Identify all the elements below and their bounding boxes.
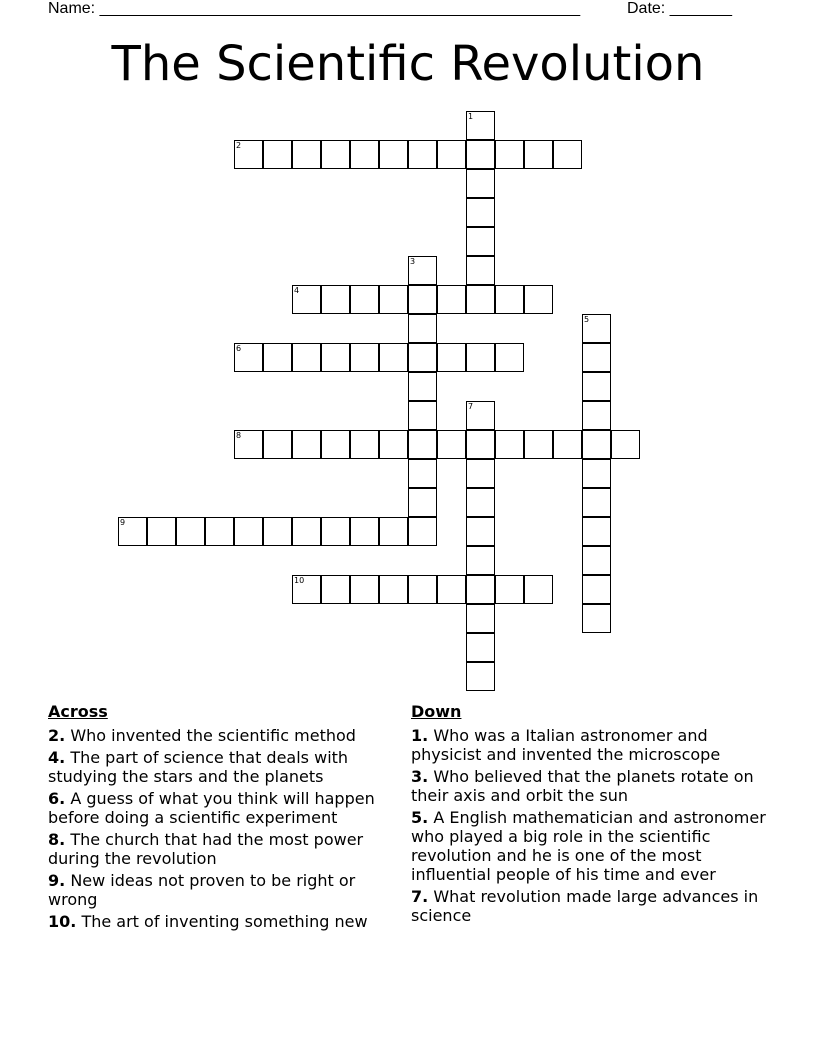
grid-cell[interactable] — [611, 430, 640, 459]
across-clues — [48, 702, 398, 934]
grid-cell[interactable] — [234, 517, 263, 546]
clue-text: What revolution made large advances in science — [411, 887, 759, 925]
grid-cell[interactable] — [292, 517, 321, 546]
cell-number: 4 — [294, 286, 300, 295]
clue-number: 3. — [411, 767, 429, 786]
grid-cell[interactable] — [466, 430, 495, 459]
grid-cell[interactable] — [408, 343, 437, 372]
grid-cell[interactable] — [408, 256, 437, 285]
grid-cell[interactable] — [466, 575, 495, 604]
clue-number: 10. — [48, 912, 77, 931]
grid-cell[interactable] — [466, 227, 495, 256]
grid-cell[interactable] — [495, 140, 524, 169]
grid-cell[interactable] — [292, 575, 321, 604]
grid-cell[interactable] — [350, 430, 379, 459]
grid-cell[interactable] — [263, 140, 292, 169]
clue-text: The part of science that deals with studying the stars and the planets — [48, 748, 349, 786]
grid-cell[interactable] — [582, 430, 611, 459]
clue-text: Who was a Italian astronomer and physicist and invented the microscope — [411, 726, 721, 764]
grid-cell[interactable] — [437, 285, 466, 314]
grid-cell[interactable] — [263, 430, 292, 459]
grid-cell[interactable] — [350, 343, 379, 372]
grid-cell[interactable] — [582, 546, 611, 575]
cell-number: 9 — [120, 518, 126, 527]
grid-cell[interactable] — [118, 517, 147, 546]
grid-cell[interactable] — [321, 517, 350, 546]
grid-cell[interactable] — [321, 343, 350, 372]
grid-cell[interactable] — [466, 604, 495, 633]
grid-cell[interactable] — [292, 430, 321, 459]
grid-cell[interactable] — [379, 285, 408, 314]
cell-number: 1 — [468, 112, 474, 121]
grid-cell[interactable] — [466, 140, 495, 169]
cell-number: 10 — [294, 576, 305, 585]
across-clue — [48, 912, 398, 931]
grid-cell[interactable] — [379, 140, 408, 169]
clue-number: 7. — [411, 887, 429, 906]
clue-text: A guess of what you think will happen before doing a scientific experiment — [48, 789, 375, 827]
cell-number: 5 — [584, 315, 590, 324]
grid-cell[interactable] — [350, 517, 379, 546]
clue-number: 5. — [411, 808, 429, 827]
clue-number: 1. — [411, 726, 429, 745]
down-clue — [411, 887, 771, 925]
grid-cell[interactable] — [263, 517, 292, 546]
clue-number: 9. — [48, 871, 66, 890]
clue-number: 8. — [48, 830, 66, 849]
grid-cell[interactable] — [582, 372, 611, 401]
grid-cell[interactable] — [582, 517, 611, 546]
grid-cell[interactable] — [582, 314, 611, 343]
grid-cell[interactable] — [408, 401, 437, 430]
grid-cell[interactable] — [292, 140, 321, 169]
grid-cell[interactable] — [408, 575, 437, 604]
grid-cell[interactable] — [321, 140, 350, 169]
grid-cell[interactable] — [408, 459, 437, 488]
across-clue — [48, 726, 398, 745]
grid-cell[interactable] — [524, 575, 553, 604]
grid-cell[interactable] — [466, 662, 495, 691]
across-clue — [48, 748, 398, 786]
grid-cell[interactable] — [466, 343, 495, 372]
grid-cell[interactable] — [553, 140, 582, 169]
grid-cell[interactable] — [553, 430, 582, 459]
down-clue — [411, 726, 771, 764]
cell-number: 3 — [410, 257, 416, 266]
grid-cell[interactable] — [582, 459, 611, 488]
page-title: The Scientific Revolution — [111, 36, 705, 92]
grid-cell[interactable] — [321, 285, 350, 314]
grid-cell[interactable] — [205, 517, 234, 546]
grid-cell[interactable] — [466, 517, 495, 546]
clue-number: 6. — [48, 789, 66, 808]
across-clue — [48, 789, 398, 827]
grid-cell[interactable] — [582, 604, 611, 633]
grid-cell[interactable] — [437, 343, 466, 372]
grid-cell[interactable] — [466, 401, 495, 430]
grid-cell[interactable] — [582, 575, 611, 604]
grid-cell[interactable] — [582, 488, 611, 517]
grid-cell[interactable] — [495, 285, 524, 314]
grid-cell[interactable] — [350, 575, 379, 604]
grid-cell[interactable] — [408, 517, 437, 546]
grid-cell[interactable] — [408, 372, 437, 401]
grid-cell[interactable] — [350, 140, 379, 169]
down-clues — [411, 702, 771, 928]
grid-cell[interactable] — [437, 575, 466, 604]
grid-cell[interactable] — [466, 198, 495, 227]
cell-number: 2 — [236, 141, 242, 150]
down-heading: Down — [411, 702, 462, 721]
grid-cell[interactable] — [408, 488, 437, 517]
grid-cell[interactable] — [379, 575, 408, 604]
grid-cell[interactable] — [379, 517, 408, 546]
clue-number: 2. — [48, 726, 66, 745]
clue-number: 4. — [48, 748, 66, 767]
grid-cell[interactable] — [582, 401, 611, 430]
grid-cell[interactable] — [466, 169, 495, 198]
grid-cell[interactable] — [350, 285, 379, 314]
grid-cell[interactable] — [524, 285, 553, 314]
grid-cell[interactable] — [466, 256, 495, 285]
across-clue — [48, 830, 398, 868]
name-field-label[interactable]: Name: ______________________________________________________ — [48, 0, 581, 17]
grid-cell[interactable] — [321, 430, 350, 459]
grid-cell[interactable] — [292, 343, 321, 372]
grid-cell[interactable] — [524, 140, 553, 169]
across-heading: Across — [48, 702, 108, 721]
grid-cell[interactable] — [176, 517, 205, 546]
grid-cell[interactable] — [263, 343, 292, 372]
grid-cell[interactable] — [466, 546, 495, 575]
grid-cell[interactable] — [495, 430, 524, 459]
grid-cell[interactable] — [234, 140, 263, 169]
grid-cell[interactable] — [495, 343, 524, 372]
grid-cell[interactable] — [437, 140, 466, 169]
clue-text: New ideas not proven to be right or wrong — [48, 871, 356, 909]
grid-cell[interactable] — [408, 430, 437, 459]
clue-text: Who believed that the planets rotate on their axis and orbit the sun — [411, 767, 754, 805]
grid-cell[interactable] — [408, 140, 437, 169]
grid-cell[interactable] — [466, 459, 495, 488]
cell-number: 8 — [236, 431, 242, 440]
grid-cell[interactable] — [466, 488, 495, 517]
grid-cell[interactable] — [321, 575, 350, 604]
grid-cell[interactable] — [292, 285, 321, 314]
clue-text: The art of inventing something new — [81, 912, 368, 931]
cell-number: 6 — [236, 344, 242, 353]
clue-text: Who invented the scientific method — [70, 726, 356, 745]
down-clue — [411, 767, 771, 805]
across-clue — [48, 871, 398, 909]
grid-cell[interactable] — [582, 343, 611, 372]
clue-text: The church that had the most power during the revolution — [48, 830, 364, 868]
grid-cell[interactable] — [379, 343, 408, 372]
grid-cell[interactable] — [495, 575, 524, 604]
grid-cell[interactable] — [234, 430, 263, 459]
grid-cell[interactable] — [466, 111, 495, 140]
down-clue — [411, 808, 771, 884]
grid-cell[interactable] — [524, 430, 553, 459]
grid-cell[interactable] — [437, 430, 466, 459]
grid-cell[interactable] — [466, 285, 495, 314]
grid-cell[interactable] — [379, 430, 408, 459]
grid-cell[interactable] — [408, 285, 437, 314]
date-field-label[interactable]: Date: _______ — [627, 0, 732, 17]
clue-text: A English mathematician and astronomer who played a big role in the scientific revolution and he is one of the most influential people of his time and ever — [411, 808, 766, 884]
grid-cell[interactable] — [147, 517, 176, 546]
grid-cell[interactable] — [408, 314, 437, 343]
grid-cell[interactable] — [466, 633, 495, 662]
cell-number: 7 — [468, 402, 474, 411]
grid-cell[interactable] — [234, 343, 263, 372]
